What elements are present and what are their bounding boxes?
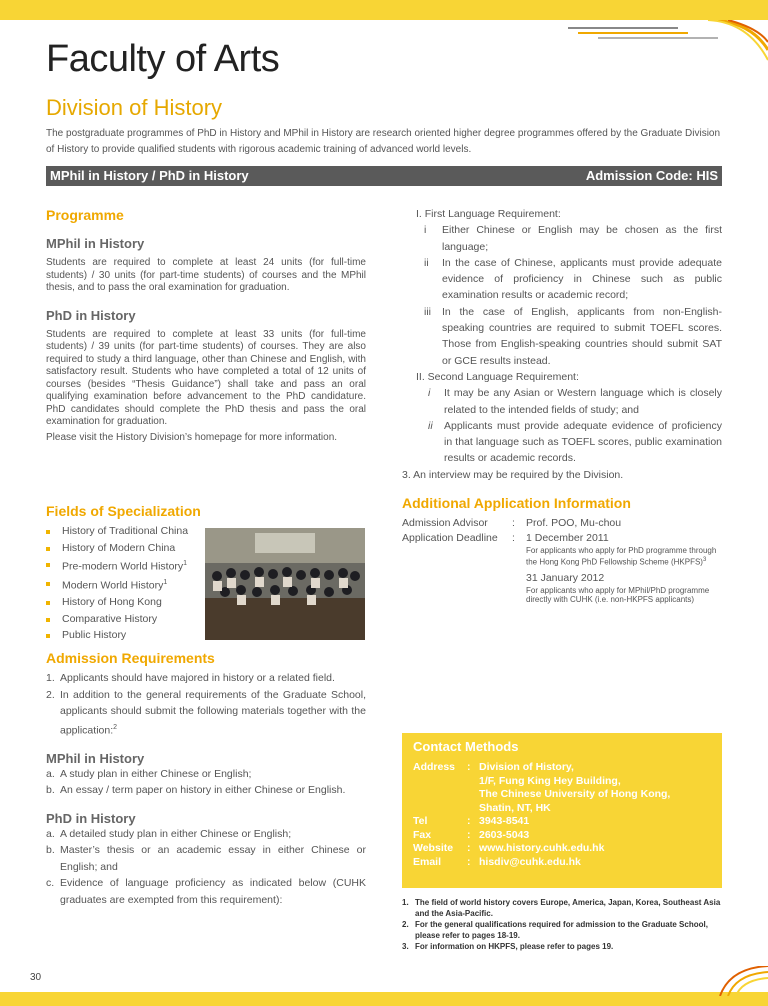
contact-address: Address : Division of History, 1/F, Fung King Hey Building, The Chinese University of Hong Kong, Shatin, NT, HK xyxy=(413,761,671,814)
admission-heading: Admission Requirements xyxy=(46,650,215,666)
list-item: 2. In addition to the general requirements of the Graduate School, applicants should submit the following materials together with the application:$^2$ xyxy=(46,688,366,736)
deadline-2-note: For applicants who apply for MPhil/PhD programme directly with CUHK (i.e. non-HKPFS applicants) xyxy=(526,585,710,605)
language-requirements xyxy=(402,206,722,483)
deadline-1: 1 December 2011 xyxy=(526,532,609,544)
list-item: Comparative History xyxy=(46,611,366,628)
list-item: ii Applicants must provide adequate evidence of proficiency in that language such as TOEFL scores, public examination results or academic records. xyxy=(428,419,722,465)
second-language-list xyxy=(402,385,722,466)
contact-tel: Tel : 3943-8541 xyxy=(413,815,530,827)
visit-text: Please visit the History Division’s homepage for more information. xyxy=(46,431,338,443)
list-item: History of Traditional China xyxy=(46,523,366,540)
intro-text: The postgraduate programmes of PhD in History and MPhil in History are research oriented higher degree programmes offered by the Graduate Division of History to provide qualified students with rigorous academic training of advanced world levels. xyxy=(46,128,721,155)
list-item: iii In the case of English, applicants from non-English-speaking countries are required to submit TOEFL scores. Those from English-speaking countries should submit SAT or GCE results instead. xyxy=(424,305,722,367)
deadline-2: 31 January 2012 xyxy=(526,571,605,584)
list-item: Modern World History$^1$ xyxy=(46,575,366,594)
list-item: c. Evidence of language proficiency as indicated below (CUHK graduates are exempted from this requirement): xyxy=(46,877,366,906)
admission-code: Admission Code: HIS xyxy=(585,168,718,183)
fields-heading: Fields of Specialization xyxy=(46,503,201,519)
list-item: History of Modern China xyxy=(46,540,366,557)
first-language-heading: I. First Language Requirement: xyxy=(416,208,561,220)
additional-heading: Additional Application Information xyxy=(402,495,631,511)
contact-website[interactable]: Website : www.history.cuhk.edu.hk xyxy=(413,842,605,854)
bottom-yellow-band xyxy=(0,992,768,1006)
phd-heading: PhD in History xyxy=(46,307,136,323)
programme-name: MPhil in History / PhD in History xyxy=(50,168,249,183)
list-item: History of Hong Kong xyxy=(46,594,366,611)
contact-heading: Contact Methods xyxy=(413,739,519,754)
footnote: 2. For the general qualifications required for admission to the Graduate School, please refer to pages 18-19. xyxy=(402,920,708,940)
contact-fax: Fax : 2603-5043 xyxy=(413,828,530,841)
programme-heading: Programme xyxy=(46,207,124,223)
footnote: 1. The field of world history covers Europe, America, Japan, Korea, Southeast Asia and the Asia-Pacific. xyxy=(402,898,721,918)
contact-email[interactable]: Email : hisdiv@cuhk.edu.hk xyxy=(413,855,581,868)
interview-note: 3. An interview may be required by the Division. xyxy=(402,468,624,481)
mphil-heading: MPhil in History xyxy=(46,236,145,251)
footnote: 3. For information on HKPFS, please refer to pages 19. xyxy=(402,942,614,951)
admission-section xyxy=(46,650,366,908)
advisor-row: Admission Advisor : Prof. POO, Mu-chou xyxy=(402,517,622,529)
faculty-title: Faculty of Arts xyxy=(46,38,280,80)
list-item: b. Master’s thesis or an academic essay in either Chinese or English; and xyxy=(46,844,366,873)
admission-mphil-list xyxy=(46,766,366,799)
deadline-row: Application Deadline : 1 December 2011 For applicants who apply for PhD programme through the Hong Kong PhD Fellowship Scheme (HKPFS)$^3$ 31 January 2012 For applicants who apply for MPhil/PhD programme directly with CUHK (i.e. non-HKPFS applicants) xyxy=(402,531,722,605)
list-item: i It may be any Asian or Western language which is closely related to the intended fields of study; and xyxy=(428,387,722,416)
list-item: b. An essay / term paper on history in either Chinese or English. xyxy=(46,784,346,796)
list-item: i Either Chinese or English may be chosen as the first language; xyxy=(424,224,722,253)
list-item: ii In the case of Chinese, applicants must provide adequate evidence of proficiency in Chinese such as public examination results or academic record; xyxy=(424,256,722,302)
deadline-1-note: For applicants who apply for PhD programme through the Hong Kong PhD Fellowship Scheme (HKPFS)$^3$ xyxy=(526,546,717,567)
contact-box xyxy=(402,733,722,888)
phd-text: Students are required to complete at least 33 units (for full-time students) / 39 units (for part-time students) of courses. They are also required to study a third language, other than Chinese and English, with satisfactory result. Students who have completed a total of 12 units of courses (besides “Thesis Guidance”) shall take and pass an oral qualifying examination before advancement to the PhD candidature. PhD candidates should complete the PhD thesis and pass the oral examination for graduation. xyxy=(46,328,366,427)
second-language-heading: II. Second Language Requirement: xyxy=(416,370,579,383)
footnotes xyxy=(402,897,727,952)
list-item: Pre-modern World History$^1$ xyxy=(46,556,366,575)
list-item: 1. Applicants should have majored in history or a related field. xyxy=(46,672,335,684)
page-number: 30 xyxy=(30,972,42,983)
division-title: Division of History xyxy=(46,95,223,120)
programme-section xyxy=(46,207,366,444)
list-item: Public History xyxy=(46,627,366,644)
admission-list xyxy=(46,670,366,739)
admission-phd-list xyxy=(46,826,366,909)
decorative-arc xyxy=(700,966,768,996)
programme-bar xyxy=(46,166,722,186)
admission-phd-heading: PhD in History xyxy=(46,810,136,826)
top-yellow-band xyxy=(0,0,768,20)
mphil-text: Students are required to complete at least 24 units (for full-time students) / 30 units (for part-time students) of courses and the MPhil thesis, and to pass the oral examination for graduation. xyxy=(46,257,366,293)
admission-mphil-heading: MPhil in History xyxy=(46,750,145,766)
first-language-list xyxy=(402,222,722,369)
decorative-lines xyxy=(568,20,768,70)
list-item: a. A study plan in either Chinese or English; xyxy=(46,767,252,780)
group-photo xyxy=(205,528,365,640)
list-item: a. A detailed study plan in either Chinese or English; xyxy=(46,827,292,840)
additional-section xyxy=(402,495,722,605)
